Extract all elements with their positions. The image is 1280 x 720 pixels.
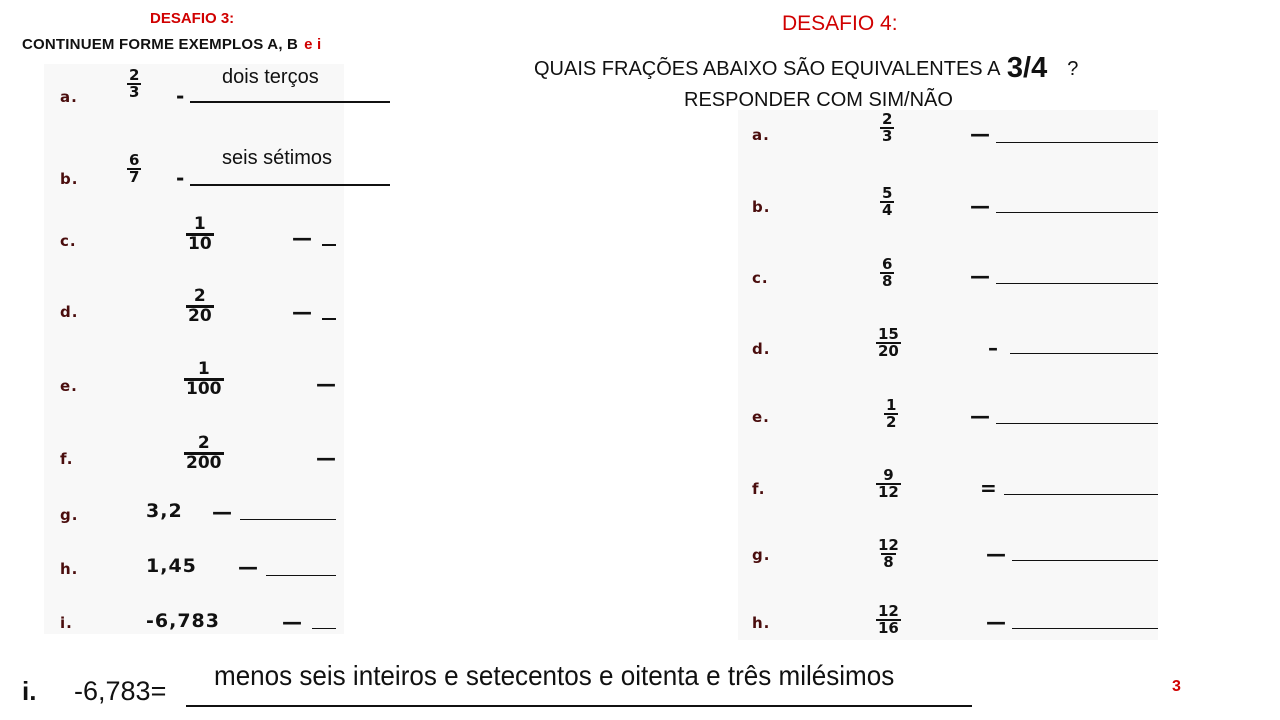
d4-item-c-fraction: [880, 257, 894, 289]
d3-item-b-equals: -: [176, 166, 185, 190]
d4-item-h-answer-line[interactable]: [1012, 628, 1158, 629]
d3-item-d-den: 20: [188, 306, 212, 326]
d4-item-h-fraction: [876, 604, 901, 636]
d3-item-e-fraction: [184, 361, 224, 398]
d3-item-i-equals: —: [282, 610, 302, 634]
d4-item-a-answer-line[interactable]: [996, 142, 1158, 143]
d3-item-d-equals: —: [292, 300, 312, 324]
d4-item-b-fraction: [880, 186, 894, 218]
desafio4-question-target: 3/4: [1006, 52, 1048, 84]
d4-item-e-answer-line[interactable]: [996, 423, 1158, 424]
desafio3-subtitle-highlight: e i: [304, 36, 322, 53]
d4-item-d-fraction: [876, 327, 901, 359]
d4-item-c-den: 8: [882, 272, 893, 290]
d4-item-e-fraction: [884, 398, 898, 430]
d4-item-a-letter: a.: [752, 126, 770, 144]
d4-item-b-den: 4: [882, 201, 893, 219]
d3-item-a-letter: a.: [60, 88, 78, 106]
d4-item-f-fraction: [876, 468, 901, 500]
desafio4-instruction: RESPONDER COM SIM/NÃO: [684, 89, 953, 111]
d3-item-g-answer-line[interactable]: [240, 519, 336, 520]
d3-item-f-fraction: [184, 435, 224, 472]
d3-item-d-answer-line[interactable]: [322, 318, 336, 320]
d3-item-b-letter: b.: [60, 170, 79, 188]
example-letter: i.: [22, 676, 37, 706]
d4-item-d-answer-line[interactable]: [1010, 353, 1158, 354]
d4-item-g-den: 8: [883, 553, 894, 571]
d4-item-g-num: 12: [878, 536, 899, 554]
d4-item-f-answer-line[interactable]: [1004, 494, 1158, 495]
d3-item-i-value: -6,783: [146, 610, 220, 632]
d3-item-c-den: 10: [188, 234, 212, 254]
d3-item-a-num: 2: [129, 66, 140, 84]
d4-item-b-letter: b.: [752, 198, 771, 216]
d3-item-e-den: 100: [186, 379, 222, 399]
d4-item-a-fraction: [880, 112, 894, 144]
d3-item-i-answer-line[interactable]: [312, 628, 336, 629]
d4-item-e-equals: —: [970, 404, 990, 428]
d3-item-h-answer-line[interactable]: [266, 575, 336, 576]
d4-item-e-num: 1: [886, 396, 897, 414]
d4-item-h-den: 16: [878, 619, 899, 637]
example-equals: =: [150, 676, 167, 706]
d4-item-h-equals: —: [986, 610, 1006, 634]
desafio3-subtitle-text: CONTINUEM FORME EXEMPLOS A, B: [22, 36, 299, 53]
d3-item-f-den: 200: [186, 453, 222, 473]
d3-item-g-letter: g.: [60, 506, 79, 524]
d3-item-b-answer: seis sétimos: [222, 147, 333, 169]
d3-item-c-num: 1: [193, 214, 206, 234]
d3-item-a-answer-line[interactable]: [190, 101, 390, 103]
d4-item-a-equals: —: [970, 122, 990, 146]
d4-item-d-num: 15: [878, 325, 899, 343]
desafio3-subtitle: [22, 36, 321, 53]
d4-item-b-answer-line[interactable]: [996, 212, 1158, 213]
d3-item-d-letter: d.: [60, 303, 79, 321]
example-answer-line[interactable]: [186, 705, 972, 707]
d4-item-g-answer-line[interactable]: [1012, 560, 1158, 561]
d4-item-f-letter: f.: [752, 480, 766, 498]
d4-item-d-den: 20: [878, 342, 899, 360]
d4-item-f-num: 9: [883, 466, 894, 484]
d3-item-h-value: 1,45: [146, 555, 197, 577]
d3-item-e-num: 1: [197, 359, 210, 379]
d3-item-g-equals: —: [212, 500, 232, 524]
d4-item-b-num: 5: [882, 184, 893, 202]
d3-item-d-num: 2: [193, 286, 206, 306]
example-answer: menos seis inteiros e setecentos e oitenta e três milésimos: [214, 660, 895, 691]
d3-item-f-letter: f.: [60, 450, 74, 468]
d4-item-c-answer-line[interactable]: [996, 283, 1158, 284]
d4-item-f-den: 12: [878, 483, 899, 501]
d4-item-h-num: 12: [878, 602, 899, 620]
d4-item-d-letter: d.: [752, 340, 771, 358]
d3-item-a-equals: -: [176, 84, 185, 108]
d4-item-g-fraction: [876, 538, 901, 570]
d4-item-e-letter: e.: [752, 408, 770, 426]
d3-item-c-fraction: [186, 216, 214, 253]
d4-item-h-letter: h.: [752, 614, 771, 632]
d3-item-f-num: 2: [197, 433, 210, 453]
d3-item-e-letter: e.: [60, 377, 78, 395]
d3-item-a-den: 3: [129, 83, 140, 101]
d3-item-a-fraction: [127, 68, 141, 100]
d4-item-g-letter: g.: [752, 546, 771, 564]
d4-item-c-equals: —: [970, 264, 990, 288]
d4-item-c-num: 6: [882, 255, 893, 273]
d3-item-a-answer: dois terços: [222, 66, 319, 88]
d3-item-e-equals: —: [316, 372, 336, 396]
desafio4-question-suffix: ?: [1067, 58, 1079, 80]
d3-item-c-letter: c.: [60, 232, 77, 250]
desafio4-question-prefix: QUAIS FRAÇÕES ABAIXO SÃO EQUIVALENTES A: [534, 58, 1000, 80]
d3-item-g-value: 3,2: [146, 500, 183, 522]
d3-item-h-equals: —: [238, 555, 258, 579]
desafio4-title: DESAFIO 4:: [782, 12, 898, 35]
d4-item-b-equals: —: [970, 194, 990, 218]
d3-item-b-den: 7: [129, 168, 140, 186]
d4-item-d-equals: –: [988, 336, 998, 360]
page-number: 3: [1172, 678, 1181, 695]
d3-item-h-letter: h.: [60, 560, 79, 578]
d3-item-i-letter: i.: [60, 614, 73, 632]
d3-item-b-answer-line[interactable]: [190, 184, 390, 186]
example-value: [74, 676, 166, 707]
desafio4-question: [534, 50, 1078, 83]
d4-item-c-letter: c.: [752, 269, 769, 287]
d3-item-f-equals: —: [316, 446, 336, 470]
example-value-text: -6,783: [74, 676, 151, 706]
d3-item-d-fraction: [186, 288, 214, 325]
d4-item-f-equals: =: [980, 476, 997, 500]
desafio3-title: DESAFIO 3:: [150, 10, 235, 27]
d3-item-c-answer-line[interactable]: [322, 244, 336, 246]
d4-item-e-den: 2: [886, 413, 897, 431]
d3-item-b-num: 6: [129, 151, 140, 169]
d3-item-b-fraction: [127, 153, 141, 185]
d3-item-c-equals: —: [292, 226, 312, 250]
d4-item-g-equals: —: [986, 542, 1006, 566]
d4-item-a-den: 3: [882, 127, 893, 145]
d4-item-a-num: 2: [882, 110, 893, 128]
